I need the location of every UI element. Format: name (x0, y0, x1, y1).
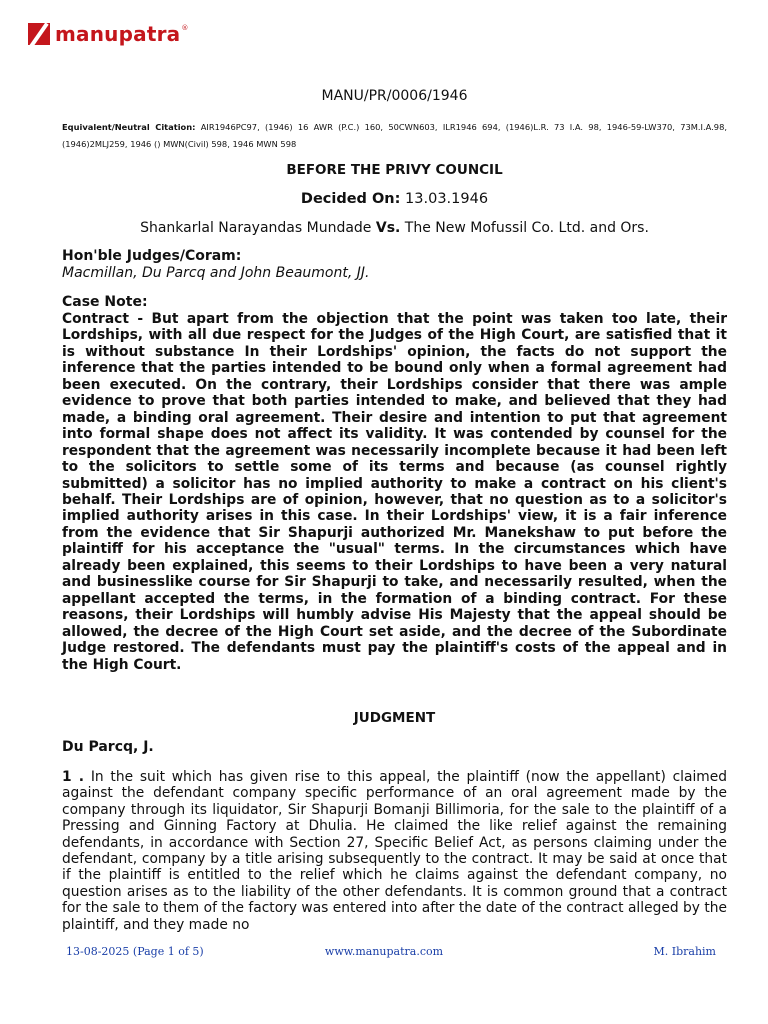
decided-on (62, 191, 727, 207)
manupatra-logo-icon (28, 23, 50, 45)
registered-mark: ® (181, 24, 189, 32)
party-appellant: Shankarlal Narayandas Mundade (140, 220, 376, 236)
manupatra-logo (28, 22, 188, 46)
paragraph-text: In the suit which has given rise to this appeal, the plaintiff (now the appellant) claimed against the defendant company specific performance of an oral agreement made by the company through its liquidator, Sir Shapurji Bomanji Billimoria, for the sale to the plaintiff of a Pressing and Ginning Factory at Dhulia. He claimed the like relief against the remaining defendants, in accordance with Section 27, Specific Belief Act, as persons claiming under the defendant, company by a title arising subsequently to the contract. It may be said at once that if the plaintiff is entitled to the relief which he claims against the defendant company, no question arises as to the liability of the other defendants. It is common ground that a contract for the sale to them of the factory was entered into after the date of the contract alleged by the plaintiff, and they made no (62, 769, 727, 933)
versus-label: Vs. (375, 220, 401, 236)
decided-date: 13.03.1946 (400, 191, 489, 207)
equivalent-citation-label: Equivalent/Neutral Citation: (62, 122, 196, 132)
judgment-author: Du Parcq, J. (62, 739, 154, 755)
decided-label: Decided On: (300, 191, 401, 207)
footer-date-page: 13-08-2025 (Page 1 of 5) (66, 945, 204, 958)
citation-id: MANU/PR/0006/1946 (321, 88, 468, 104)
party-respondent: The New Mofussil Co. Ltd. and Ors. (400, 220, 649, 236)
court-heading: BEFORE THE PRIVY COUNCIL (286, 162, 503, 178)
judges-heading: Hon'ble Judges/Coram: (62, 248, 242, 264)
footer-website-link[interactable]: www.manupatra.com (324, 945, 444, 958)
case-note-heading: Case Note: (62, 294, 148, 310)
logo-text: manupatra (55, 22, 181, 46)
case-parties (62, 220, 727, 236)
equivalent-citation-text: AIR1946PC97, (1946) 16 AWR (P.C.) 160, 50CWN603, ILR1946 694, (1946)L.R. 73 I.A. 98, 1946-59-LW370, 73M.I.A.98, (1946)2MLJ259, 1946 () MWN(Civil) 598, 1946 MWN 598 (62, 122, 728, 149)
judgment-heading: JUDGMENT (353, 710, 436, 726)
footer-user: M. Ibrahim (653, 945, 716, 958)
paragraph-number: 1 . (62, 769, 85, 785)
paragraph-1 (62, 769, 727, 933)
judges-list: Macmillan, Du Parcq and John Beaumont, JJ. (62, 265, 370, 281)
case-note-text: Contract - But apart from the objection that the point was taken too late, their Lordships, with all due respect for the Judges of the High Court, are satisfied that it is without substance In their Lordships' opinion, the facts do not support the inference that the parties intended to be bound only when a formal agreement had been executed. On the contrary, their Lordships consider that there was ample evidence to prove that both parties intended to make, and believed that they had made, a binding oral agreement. Their desire and intention to put that agreement into formal shape does not affect its validity. It was contended by counsel for the respondent that the agreement was necessarily incomplete because it had been left to the solicitors to settle some of its terms and because (as counsel rightly submitted) a solicitor has no implied authority to make a contract on his client's behalf. Their Lordships are of opinion, however, that no question as to a solicitor's implied authority arises in this case. In their Lordships' view, it is a fair inference from the evidence that Sir Shapurji authorized Mr. Manekshaw to put before the plaintiff for his acceptance the "usual" terms. In the circumstances which have already been explained, this seems to their Lordships to have been a very natural and businesslike course for Sir Shapurji to take, and necessarily resulted, when the appellant accepted the terms, in the formation of a binding contract. For these reasons, their Lordships will humbly advise His Majesty that the appeal should be allowed, the decree of the High Court set aside, and the decree of the Subordinate Judge restored. The defendants must pay the plaintiff's costs of the appeal and in the High Court. (62, 311, 727, 673)
equivalent-citation (62, 119, 727, 153)
page-footer (0, 945, 768, 961)
